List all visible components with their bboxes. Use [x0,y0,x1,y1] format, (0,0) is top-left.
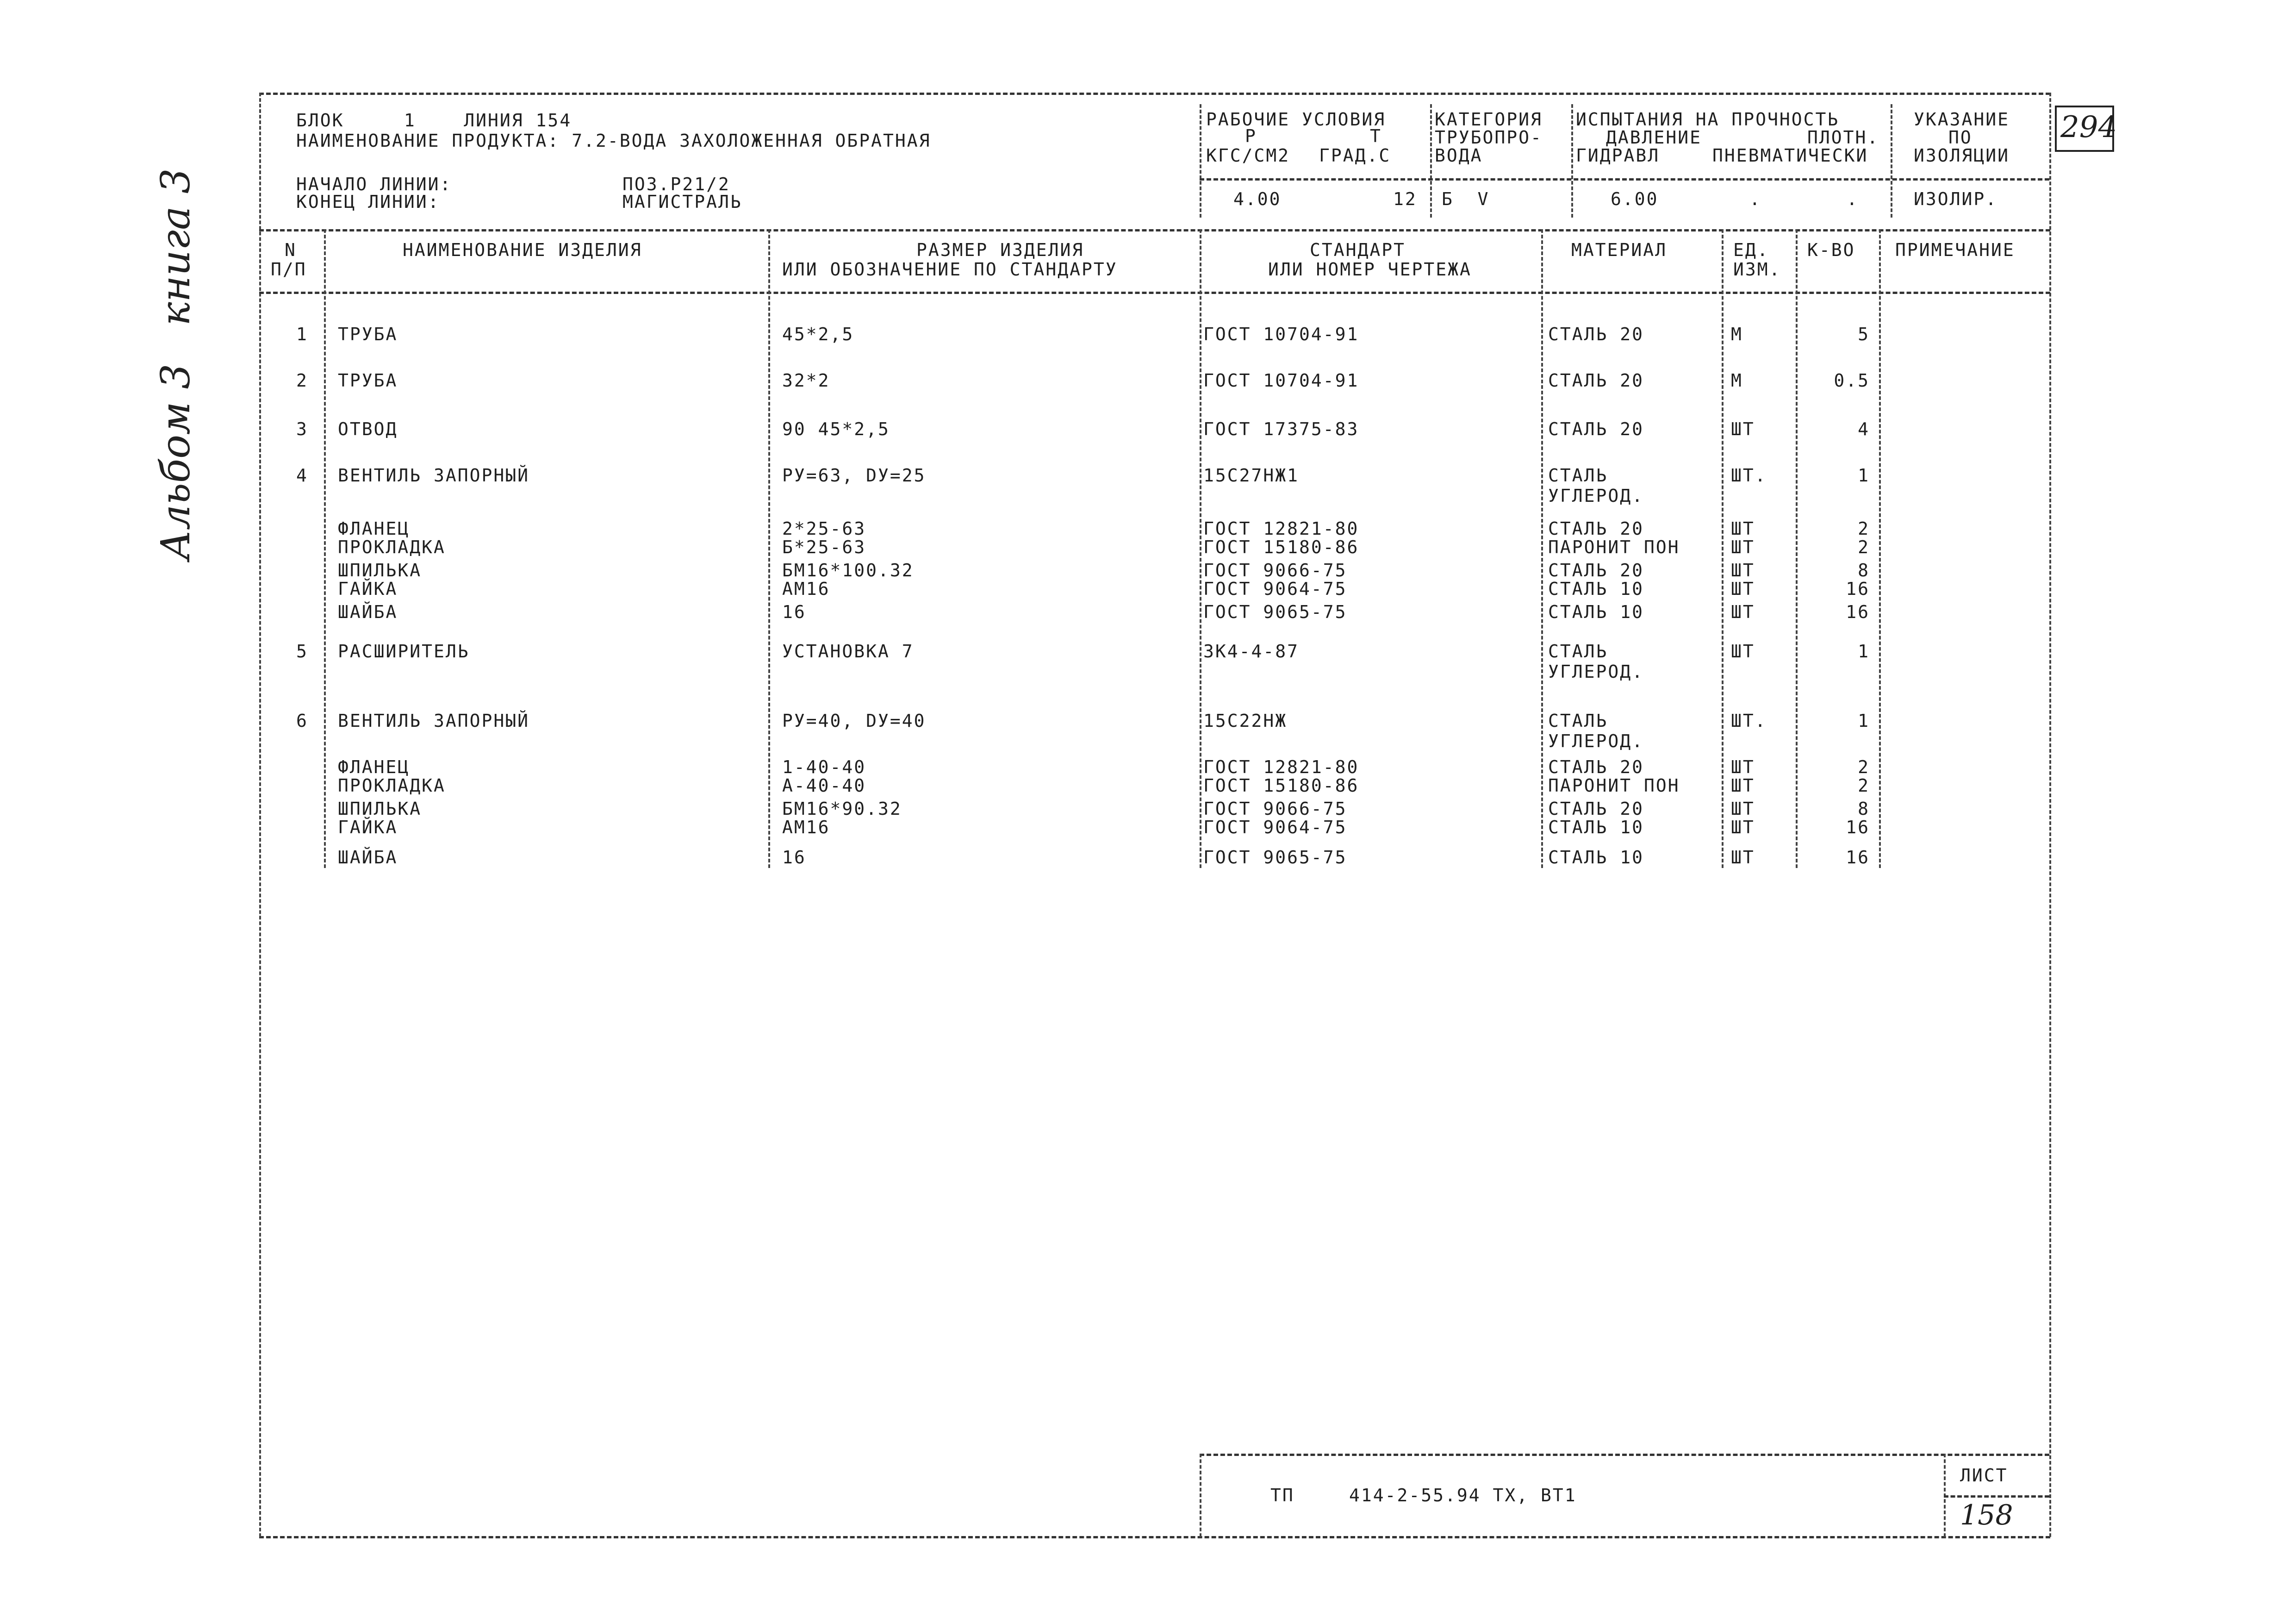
col-sep-size [1200,229,1201,868]
p-unit: КГС/СМ2 [1206,145,1290,166]
col-unit-1: ЕД. [1733,240,1769,260]
item-size: 16 [782,847,806,868]
col-sep-qty [1879,229,1881,868]
product-name: НАИМЕНОВАНИЕ ПРОДУКТА: 7.2-ВОДА ЗАХОЛОЖЕННАЯ ОБРАТНАЯ [296,131,931,151]
row-number: 4 [296,465,308,486]
item-qty: 16 [1846,817,1870,837]
item-unit: М [1731,324,1743,344]
item-standard: ГОСТ 15180-86 [1203,537,1359,557]
item-size: А-40-40 [782,775,866,796]
item-qty: 2 [1858,757,1870,777]
insulation-title-3: ИЗОЛЯЦИИ [1914,145,2010,166]
col-sep-unit [1796,229,1798,868]
item-material: СТАЛЬ 20 [1548,560,1644,581]
item-unit: ШТ [1731,641,1755,662]
item-unit: ШТ [1731,757,1755,777]
item-unit: ШТ [1731,537,1755,557]
item-standard: 15С27НЖ1 [1203,465,1300,486]
line-start-label: НАЧАЛО ЛИНИИ: [296,174,452,194]
line-start-value: ПОЗ.Р21/2 [622,174,730,194]
category-title-3: ВОДА [1435,145,1483,166]
item-material: СТАЛЬ 20 [1548,419,1644,439]
item-qty: 1 [1858,465,1870,486]
item-standard: ГОСТ 15180-86 [1203,775,1359,796]
item-unit: ШТ [1731,518,1755,539]
t-label: Т [1370,126,1382,146]
sheet-number: 158 [1960,1499,2013,1531]
item-name: ТРУБА [338,370,398,391]
item-material-line2: УГЛЕРОД. [1548,486,1644,506]
item-material: ПАРОНИТ ПОН [1548,537,1680,557]
item-standard: ГОСТ 17375-83 [1203,419,1359,439]
item-material: СТАЛЬ 20 [1548,757,1644,777]
col-size-2: ИЛИ ОБОЗНАЧЕНИЕ ПО СТАНДАРТУ [782,259,1118,280]
item-unit: М [1731,370,1743,391]
block-line: БЛОК 1 ЛИНИЯ 154 [296,110,572,131]
item-standard: ГОСТ 9065-75 [1203,847,1347,868]
item-name: ШПИЛЬКА [338,799,422,819]
insulation-value: ИЗОЛИР. [1914,189,1998,209]
item-standard: ГОСТ 9064-75 [1203,817,1347,837]
item-size: АМ16 [782,579,830,599]
col-size-1: РАЗМЕР ИЗДЕЛИЯ [916,240,1084,260]
item-unit: ШТ [1731,579,1755,599]
item-unit: ШТ [1731,560,1755,581]
row-number: 6 [296,711,308,731]
margin-note: Альбом 3 книга 3 [153,168,199,560]
item-material: СТАЛЬ 20 [1548,799,1644,819]
footer-sheet-mid [1944,1495,2049,1498]
col-standard-1: СТАНДАРТ [1310,240,1406,260]
col-num-1: N [285,240,297,260]
item-name: ШАЙБА [338,602,398,622]
insulation-title-2: ПО [1948,127,1972,148]
line-end-label: КОНЕЦ ЛИНИИ: [296,192,440,212]
tests-title: ИСПЫТАНИЯ НА ПРОЧНОСТЬ [1576,109,1840,130]
item-unit: ШТ [1731,602,1755,622]
tests-pressure: ДАВЛЕНИЕ [1606,127,1702,148]
item-standard: ГОСТ 9066-75 [1203,799,1347,819]
col-unit-2: ИЗМ. [1733,259,1781,280]
item-qty: 4 [1858,419,1870,439]
col-note: ПРИМЕЧАНИЕ [1895,240,2015,260]
frame-right [2049,93,2051,1537]
item-qty: 2 [1858,775,1870,796]
sheet-label: ЛИСТ [1960,1465,2008,1486]
item-material: СТАЛЬ [1548,711,1608,731]
item-size: РУ=40, DУ=40 [782,711,926,731]
item-name: ШПИЛЬКА [338,560,422,581]
item-standard: ГОСТ 12821-80 [1203,518,1359,539]
item-material: СТАЛЬ [1548,641,1608,662]
item-unit: ШТ [1731,799,1755,819]
item-standard: ГОСТ 9065-75 [1203,602,1347,622]
item-size: БМ16*100.32 [782,560,914,581]
hdr-sep-4 [1891,104,1892,218]
item-standard: ГОСТ 9064-75 [1203,579,1347,599]
col-sep-mat [1722,229,1724,868]
item-qty: 8 [1858,560,1870,581]
work-conditions-title: РАБОЧИЕ УСЛОВИЯ [1206,109,1386,130]
item-standard: 15С22НЖ [1203,711,1288,731]
insulation-title-1: УКАЗАНИЕ [1914,109,2010,130]
item-name: ГАЙКА [338,579,398,599]
footer-top [1200,1454,2049,1456]
col-name: НАИМЕНОВАНИЕ ИЗДЕЛИЯ [403,240,642,260]
item-unit: ШТ [1731,847,1755,868]
t-unit: ГРАД.С [1319,145,1391,166]
item-material: СТАЛЬ 10 [1548,817,1644,837]
item-qty: 16 [1846,579,1870,599]
frame-top [259,93,2050,95]
item-standard: ГОСТ 12821-80 [1203,757,1359,777]
frame-bottom [259,1536,2050,1538]
item-qty: 1 [1858,641,1870,662]
item-unit: ШТ. [1731,711,1767,731]
hdr-sep-1 [1200,104,1201,218]
tests-density-value: . [1847,189,1859,209]
item-size: АМ16 [782,817,830,837]
item-standard: ЗК4-4-87 [1203,641,1300,662]
col-num-2: П/П [271,259,307,280]
col-sep-name [768,229,770,868]
tests-pneumatic-value: . [1749,189,1761,209]
item-size: УСТАНОВКА 7 [782,641,914,662]
col-sep-std [1541,229,1543,868]
item-material: СТАЛЬ 10 [1548,602,1644,622]
doc-prefix: ТП [1270,1485,1294,1505]
col-material: МАТЕРИАЛ [1571,240,1668,260]
item-material: СТАЛЬ 20 [1548,370,1644,391]
t-value: 12 [1393,189,1417,209]
item-unit: ШТ [1731,419,1755,439]
item-size: РУ=63, DУ=25 [782,465,926,486]
item-qty: 2 [1858,518,1870,539]
table-header-bottom [259,292,2050,294]
item-name: ФЛАНЕЦ [338,757,410,777]
item-standard: ГОСТ 10704-91 [1203,370,1359,391]
item-material-line2: УГЛЕРОД. [1548,662,1644,682]
item-qty: 0.5 [1834,370,1870,391]
col-standard-2: ИЛИ НОМЕР ЧЕРТЕЖА [1268,259,1472,280]
stamp-number: 294 [2060,110,2117,144]
item-material-line2: УГЛЕРОД. [1548,731,1644,751]
item-size: 45*2,5 [782,324,854,344]
category-title-2: ТРУБОПРО- [1435,127,1543,148]
item-material: ПАРОНИТ ПОН [1548,775,1680,796]
tests-hydraulic-value: 6.00 [1611,189,1659,209]
item-material: СТАЛЬ 20 [1548,518,1644,539]
item-standard: ГОСТ 9066-75 [1203,560,1347,581]
item-name: ВЕНТИЛЬ ЗАПОРНЫЙ [338,711,530,731]
item-size: 2*25-63 [782,518,866,539]
item-material: СТАЛЬ [1548,465,1608,486]
item-size: 90 45*2,5 [782,419,890,439]
item-size: БМ16*90.32 [782,799,902,819]
item-qty: 16 [1846,847,1870,868]
col-qty: К-ВО [1807,240,1855,260]
p-label: Р [1245,126,1257,146]
tests-density: ПЛОТН. [1807,127,1879,148]
hdr-sep-3 [1571,104,1573,218]
doc-code: 414-2-55.94 ТХ, ВТ1 [1349,1485,1577,1505]
row-number: 3 [296,419,308,439]
frame-left [259,93,261,1537]
category-title-1: КАТЕГОРИЯ [1435,109,1543,130]
category-value: Б V [1442,189,1490,209]
row-number: 1 [296,324,308,344]
item-unit: ШТ [1731,775,1755,796]
item-material: СТАЛЬ 10 [1548,579,1644,599]
item-unit: ШТ. [1731,465,1767,486]
footer-left [1200,1454,1201,1537]
row-number: 5 [296,641,308,662]
item-size: 32*2 [782,370,830,391]
item-name: ГАЙКА [338,817,398,837]
item-material: СТАЛЬ 20 [1548,324,1644,344]
item-name: РАСШИРИТЕЛЬ [338,641,470,662]
item-qty: 2 [1858,537,1870,557]
line-end-value: МАГИСТРАЛЬ [622,192,742,212]
tests-pneumatic: ПНЕВМАТИЧЕСКИ [1712,145,1868,166]
item-name: ОТВОД [338,419,398,439]
item-name: ВЕНТИЛЬ ЗАПОРНЫЙ [338,465,530,486]
row-number: 2 [296,370,308,391]
item-name: ШАЙБА [338,847,398,868]
p-value: 4.00 [1233,189,1282,209]
item-qty: 16 [1846,602,1870,622]
hdr-sep-2 [1430,104,1432,218]
item-material: СТАЛЬ 10 [1548,847,1644,868]
hdr-sep-mid [1200,178,2049,181]
table-header-top [259,229,2050,231]
item-qty: 5 [1858,324,1870,344]
tests-hydraulic: ГИДРАВЛ [1576,145,1660,166]
item-size: Б*25-63 [782,537,866,557]
item-qty: 8 [1858,799,1870,819]
item-size: 16 [782,602,806,622]
item-name: ТРУБА [338,324,398,344]
item-size: 1-40-40 [782,757,866,777]
item-qty: 1 [1858,711,1870,731]
item-name: ФЛАНЕЦ [338,518,410,539]
item-standard: ГОСТ 10704-91 [1203,324,1359,344]
item-name: ПРОКЛАДКА [338,775,446,796]
col-sep-num [324,229,326,868]
item-unit: ШТ [1731,817,1755,837]
item-name: ПРОКЛАДКА [338,537,446,557]
